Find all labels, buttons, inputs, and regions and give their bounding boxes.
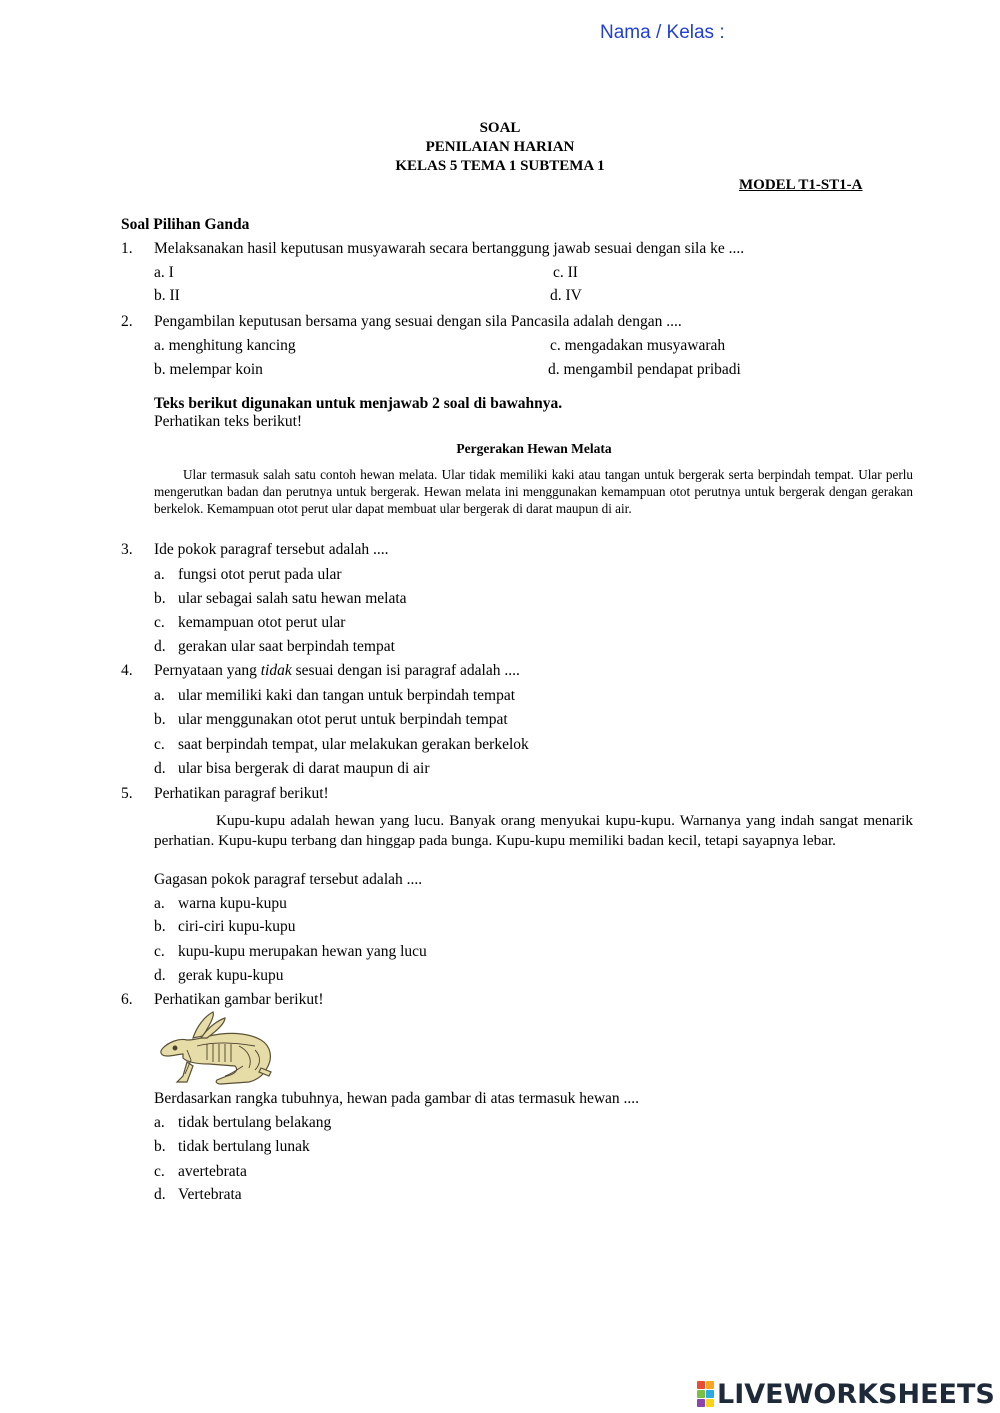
option-letter: b. [154,590,166,607]
option-c[interactable]: kupu-kupu merupakan hewan yang lucu [178,943,427,960]
option-letter: c. [154,1163,165,1180]
option-d[interactable]: ular bisa bergerak di darat maupun di air [178,760,430,777]
option-letter: b. [154,711,166,728]
logo-text: LIVEWORKSHEETS [717,1378,995,1410]
option-letter: a. [154,895,165,912]
logo-block [706,1399,714,1407]
option-c[interactable]: c. II [553,264,578,281]
option-b[interactable]: b. II [154,287,180,304]
option-letter: d. [154,638,166,655]
option-a[interactable]: warna kupu-kupu [178,895,287,912]
logo-block [706,1390,714,1398]
question-prompt: Berdasarkan rangka tubuhnya, hewan pada gambar di atas termasuk hewan .... [154,1090,640,1107]
option-c[interactable]: saat berpindah tempat, ular melakukan gerakan berkelok [178,736,529,753]
question-number: 1. [121,240,133,257]
option-letter: c. [154,943,165,960]
question-prompt: Gagasan pokok paragraf tersebut adalah .... [154,871,423,888]
passage-prompt: Perhatikan teks berikut! [154,413,303,430]
option-b[interactable]: b. melempar koin [154,361,263,378]
option-a[interactable]: ular memiliki kaki dan tangan untuk berpindah tempat [178,687,516,704]
option-letter: c. [154,614,165,631]
option-c[interactable]: avertebrata [178,1163,247,1180]
logo-block [697,1399,705,1407]
logo-blocks-icon [697,1381,714,1407]
liveworksheets-logo[interactable] [697,1377,995,1411]
option-d[interactable]: gerak kupu-kupu [178,967,284,984]
question-text: Ide pokok paragraf tersebut adalah .... [154,541,389,558]
passage-title: Pergerakan Hewan Melata [456,441,612,456]
doc-title: SOAL [479,120,521,136]
question-number: 3. [121,541,133,558]
option-d[interactable]: Vertebrata [178,1186,242,1203]
option-letter: a. [154,687,165,704]
passage-instruction: Teks berikut digunakan untuk menjawab 2 soal di bawahnya. [154,395,563,412]
option-a[interactable]: a. I [154,264,174,281]
option-letter: a. [154,1114,165,1131]
option-letter: c. [154,736,165,753]
option-a[interactable]: a. menghitung kancing [154,337,296,354]
option-letter: b. [154,1138,166,1155]
option-b[interactable]: tidak bertulang lunak [178,1138,310,1155]
doc-class-theme: KELAS 5 TEMA 1 SUBTEMA 1 [395,158,605,174]
question-number: 2. [121,313,133,330]
option-c[interactable]: kemampuan otot perut ular [178,614,346,631]
option-b[interactable]: ular sebagai salah satu hewan melata [178,590,407,607]
option-a[interactable]: fungsi otot perut pada ular [178,566,342,583]
logo-block [697,1390,705,1398]
option-d[interactable]: d. mengambil pendapat pribadi [548,361,741,378]
option-letter: d. [154,967,166,984]
option-a[interactable]: tidak bertulang belakang [178,1114,332,1131]
option-b[interactable]: ciri-ciri kupu-kupu [178,918,296,935]
option-letter: b. [154,918,166,935]
option-letter: d. [154,760,166,777]
butterfly-paragraph: Kupu-kupu adalah hewan yang lucu. Banyak orang menyukai kupu-kupu. Warnanya yang indah sangat menarik perhatian. Kupu-kupu terbang dan hinggap pada bunga. Kupu-kupu memiliki badan kecil, tetapi sayapnya lebar. [154,812,913,849]
option-c[interactable]: c. mengadakan musyawarah [550,337,726,354]
doc-subtitle: PENILAIAN HARIAN [425,139,575,155]
question-number: 6. [121,991,133,1008]
question-number: 5. [121,785,133,802]
name-class-field-label: Nama / Kelas : [600,22,725,43]
question-text: Perhatikan paragraf berikut! [154,785,329,802]
option-b[interactable]: ular menggunakan otot perut untuk berpindah tempat [178,711,508,728]
question-text: Pernyataan yang tidak sesuai dengan isi paragraf adalah .... [154,662,520,679]
rabbit-skeleton-image [157,1010,277,1088]
option-d[interactable]: gerakan ular saat berpindah tempat [178,638,395,655]
option-d[interactable]: d. IV [550,287,582,304]
logo-block [697,1381,705,1389]
model-code: MODEL T1-ST1-A [739,177,863,193]
question-number: 4. [121,662,133,679]
section-title: Soal Pilihan Ganda [121,216,250,233]
question-text: Melaksanakan hasil keputusan musyawarah secara bertanggung jawab sesuai dengan sila ke .... [154,240,745,257]
logo-block [706,1381,714,1389]
question-text: Perhatikan gambar berikut! [154,991,324,1008]
option-letter: d. [154,1186,166,1203]
question-text: Pengambilan keputusan bersama yang sesuai dengan sila Pancasila adalah dengan .... [154,313,682,330]
passage-body: Ular termasuk salah satu contoh hewan melata. Ular tidak memiliki kaki atau tangan untuk bergerak serta berpindah tempat. Ular perlu mengerutkan badan dan perutnya untuk bergerak. Hewan melata ini menggunakan kemampuan otot perutnya untuk bergerak dengan gerakan berkelok. Kemampuan otot perut ular dapat membuat ular bergerak di darat maupun di air. [154,467,913,516]
option-letter: a. [154,566,165,583]
